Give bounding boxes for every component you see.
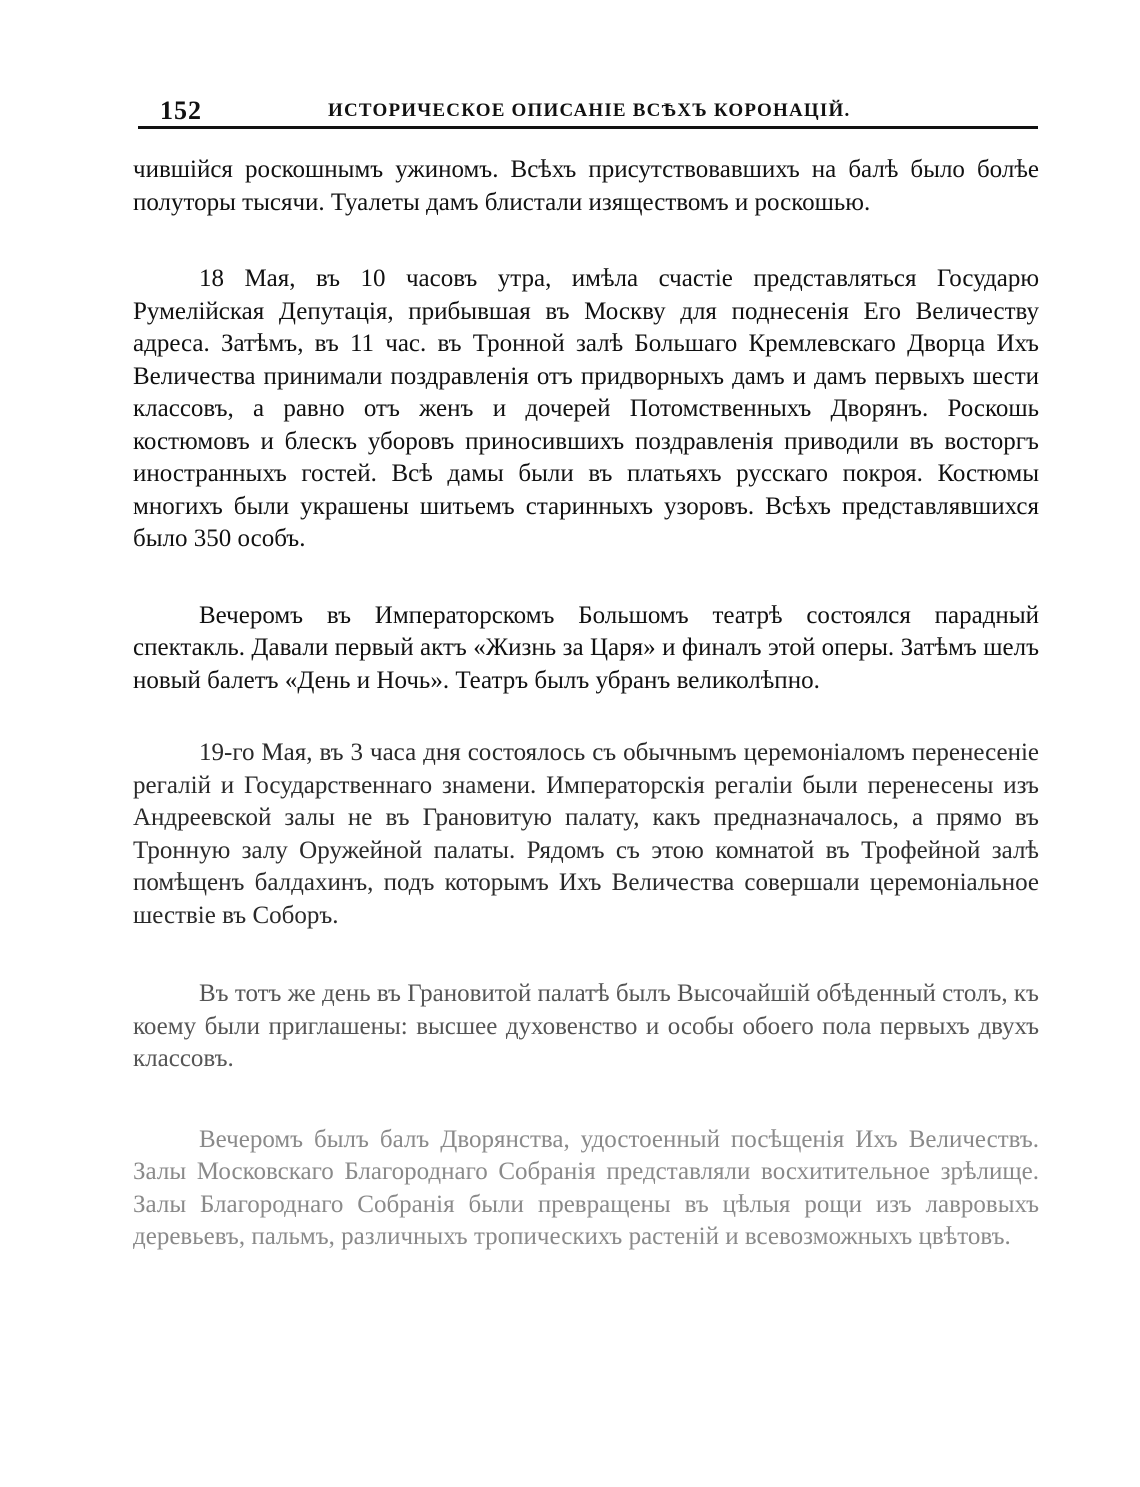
page-header (138, 96, 1038, 130)
page-number: 152 (160, 96, 202, 125)
paragraph-rumelian-deputation: 18 Мая, въ 10 часовъ утра, имѣла счастіе представляться Государю Румелійская Депутація, прибывшая въ Москву для поднесенія Его Величеству адреса. Затѣмъ, въ 11 час. въ Тронной залѣ Большаго Кремлевскаго Дворца Ихъ Величества принимали поздравленія отъ придворныхъ дамъ и дамъ первыхъ шести классовъ, а равно отъ женъ и дочерей Потомственныхъ Дворянъ. Роскошь костюмовъ и блескъ уборовъ приносившихъ поздравленія приводили въ восторгъ иностранныхъ гостей. Всѣ дамы были въ платьяхъ русскаго покроя. Костюмы многихъ были украшены шитьемъ старинныхъ узоровъ. Всѣхъ представлявшихся было 350 особъ. (133, 265, 1039, 552)
body-text (133, 154, 1039, 1254)
paragraph-gala-performance: Вечеромъ въ Императорскомъ Большомъ театрѣ состоялся парадный спектакль. Давали первый актъ «Жизнь за Царя» и финалъ этой оперы. Затѣмъ шелъ новый балетъ «День и Ночь». Театръ былъ убранъ великолѣпно. (133, 601, 1039, 694)
paragraph-state-dinner: Въ тотъ же день въ Грановитой палатѣ былъ Высочайшій обѣденный столъ, къ коему были приглашены: высшее духовенство и особы обоего пола первыхъ двухъ классовъ. (133, 980, 1039, 1072)
paragraph-regalia-transfer: 19-го Мая, въ 3 часа дня состоялось съ обычнымъ церемоніаломъ перенесеніе регалій и Государственнаго знамени. Императорскія регаліи были перенесены изъ Андреевской залы не въ Грановитую палату, какъ предназначалось, а прямо въ Тронную залу Оружейной палаты. Рядомъ съ этою комнатой въ Трофейной залѣ помѣщенъ балдахинъ, подъ которымъ Ихъ Величества совершали церемоніальное шествіе въ Соборъ. (133, 739, 1039, 929)
paragraph-continuation: чившійся роскошнымъ ужиномъ. Всѣхъ присутствовавшихъ на балѣ было болѣе полуторы тысячи. Туалеты дамъ блистали изяществомъ и роскошью. (133, 156, 1039, 216)
paragraph-nobility-ball: Вечеромъ былъ балъ Дворянства, удостоенный посѣщенія Ихъ Величествъ. Залы Московскаго Благороднаго Собранія представляли восхитительное зрѣлище. Залы Благороднаго Собранія были превращены въ цѣлыя рощи изъ лавровыхъ деревьевъ, пальмъ, различныхъ тропическихъ растеній и всевозможныхъ цвѣтовъ. (133, 1125, 1039, 1250)
header-rule (138, 126, 1038, 129)
running-title: ИСТОРИЧЕСКОЕ ОПИСАНІЕ ВСѢХЪ КОРОНАЦІЙ. (328, 100, 851, 121)
